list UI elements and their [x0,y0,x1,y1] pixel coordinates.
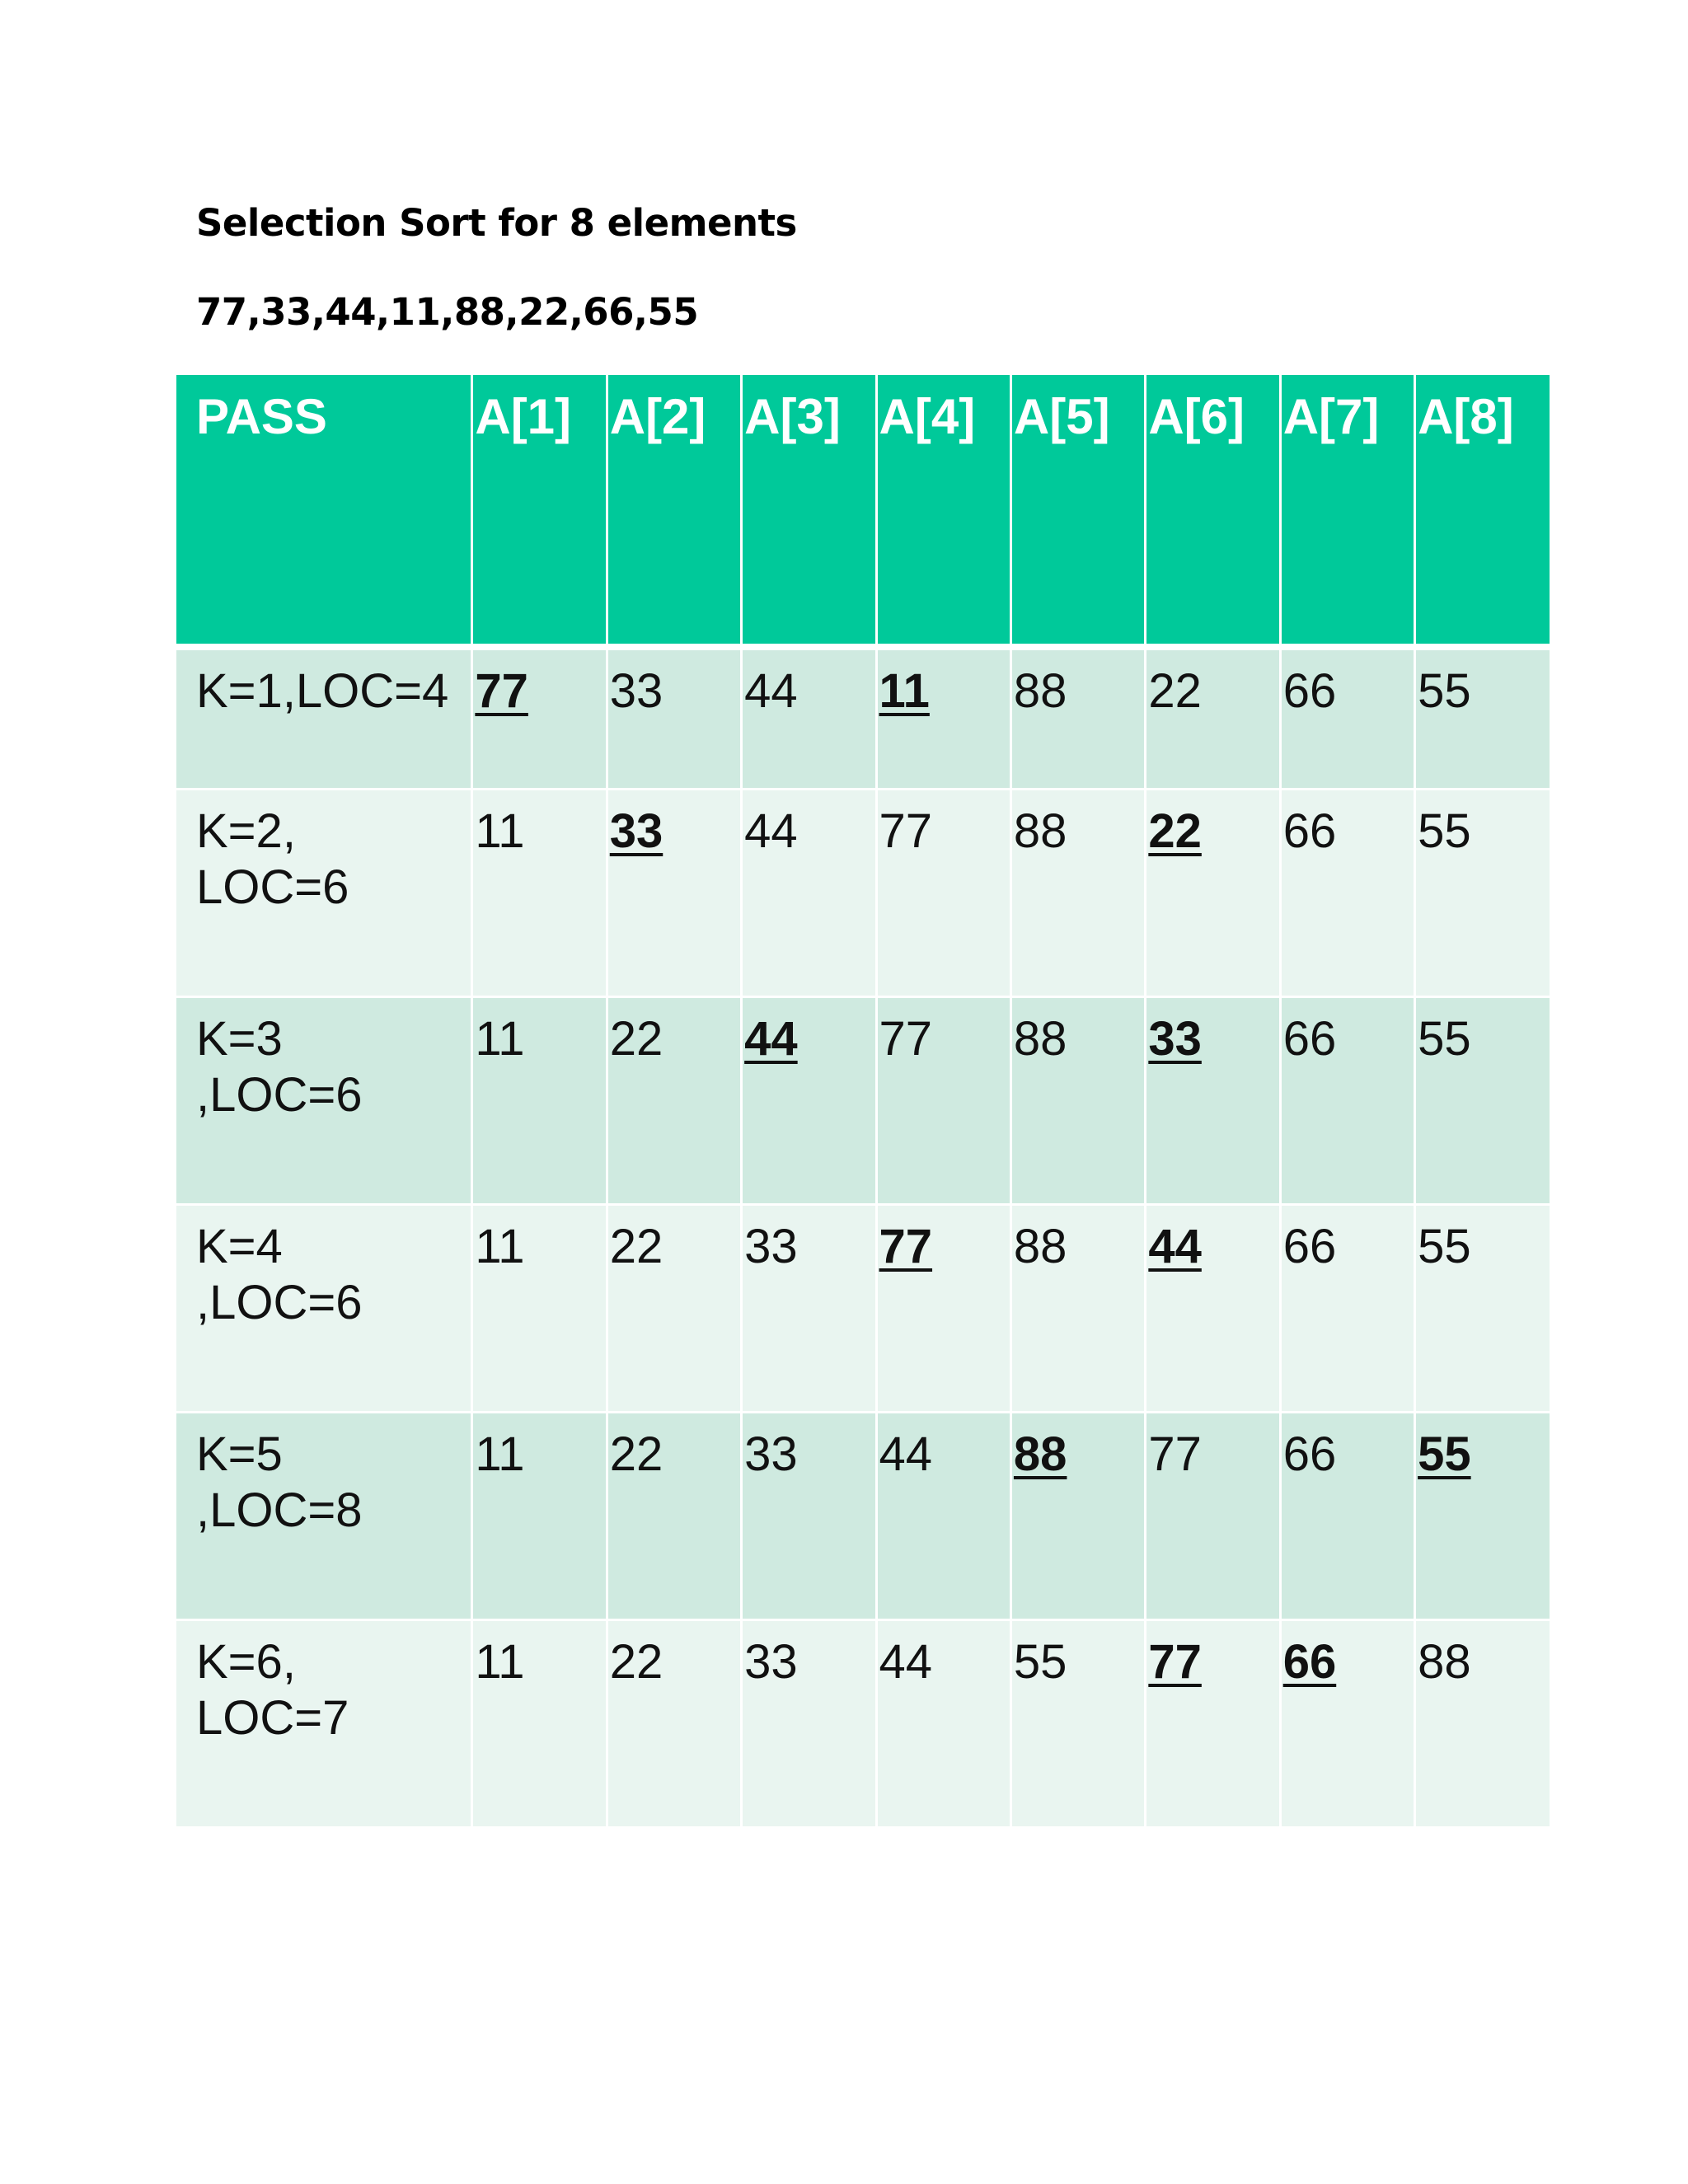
swapped-value: 22 [1148,804,1202,858]
value-cell: 44 [742,789,876,996]
value-cell: 55 [1418,804,1471,858]
swapped-value: 77 [1148,1634,1202,1689]
value-cell: 88 [1010,789,1145,996]
value-cell: 22 [607,1412,741,1619]
pass-label: K=2, LOC=6 [176,789,472,996]
value-cell: 55 [1418,664,1471,718]
swapped-value: 44 [1148,1219,1202,1273]
header-a5: A[5] [1010,375,1145,647]
header-a2: A[2] [607,375,741,647]
value-cell: 55 [1418,1219,1471,1273]
pass-label: K=3 ,LOC=6 [176,996,472,1204]
value-cell: 77 [1146,1412,1280,1619]
value-cell: 44 [876,1412,1010,1619]
value-cell: 88 [1010,647,1145,789]
swapped-value: 66 [1282,1634,1337,1689]
swapped-value: 44 [744,1011,798,1066]
swapped-value-cell [1415,1412,1550,1619]
swapped-value-cell [607,789,741,996]
value-cell: 11 [472,1412,607,1619]
swapped-value: 88 [1013,1427,1067,1481]
table-row [176,789,1550,996]
value-cell: 66 [1280,1204,1414,1412]
table-row [176,1619,1550,1827]
value-cell: 44 [876,1619,1010,1827]
swapped-value-cell [1146,789,1280,996]
value-cell: 66 [1280,1412,1414,1619]
value-cell: 55 [1418,1011,1471,1066]
pass-label: K=4 ,LOC=6 [176,1204,472,1412]
swapped-value-cell [1146,996,1280,1204]
value-cell: 77 [876,789,1010,996]
header-row [176,375,1550,647]
value-cell: 55 [1010,1619,1145,1827]
value-cell: 88 [1010,1204,1145,1412]
swapped-value-cell [876,647,1010,789]
input-sequence: 77,33,44,11,88,22,66,55 [196,290,699,334]
value-cell: 66 [1280,996,1414,1204]
value-cell: 11 [472,789,607,996]
value-cell: 33 [607,647,741,789]
value-cell: 88 [1010,996,1145,1204]
swapped-value: 33 [1148,1011,1202,1066]
swapped-value: 77 [475,664,528,718]
value-cell: 33 [742,1412,876,1619]
swapped-value: 77 [879,1219,933,1273]
swapped-value-cell [1146,1619,1280,1827]
table-row [176,1412,1550,1619]
page-title: Selection Sort for 8 elements [196,201,797,245]
table-row [176,1204,1550,1412]
value-cell: 22 [607,1619,741,1827]
swapped-value-cell [742,996,876,1204]
pass-label: K=1,LOC=4 [176,647,472,789]
header-a4: A[4] [876,375,1010,647]
value-cell: 88 [1418,1634,1471,1689]
value-cell: 11 [472,1204,607,1412]
swapped-value-cell [1280,1619,1414,1827]
value-cell: 77 [876,996,1010,1204]
header-a8: A[8] [1415,375,1550,647]
swapped-value-cell [472,647,607,789]
header-a6: A[6] [1146,375,1280,647]
value-cell: 33 [742,1619,876,1827]
swapped-value-cell [1010,1412,1145,1619]
value-cell: 66 [1280,647,1414,789]
value-cell: 11 [472,996,607,1204]
table-body [176,647,1550,1827]
value-cell: 22 [607,996,741,1204]
header-a1: A[1] [472,375,607,647]
table-row [176,647,1550,789]
selection-sort-table [176,375,1550,1829]
value-cell: 44 [742,647,876,789]
value-cell: 22 [607,1204,741,1412]
swapped-value: 55 [1418,1427,1471,1481]
value-cell: 11 [472,1619,607,1827]
swapped-value-cell [1146,1204,1280,1412]
pass-label: K=5 ,LOC=8 [176,1412,472,1619]
swapped-value-cell [876,1204,1010,1412]
swapped-value: 11 [879,664,930,718]
pass-label: K=6, LOC=7 [176,1619,472,1827]
header-pass: PASS [176,375,472,647]
header-a7: A[7] [1280,375,1414,647]
header-a3: A[3] [742,375,876,647]
table-row [176,996,1550,1204]
value-cell: 33 [742,1204,876,1412]
value-cell: 66 [1280,789,1414,996]
swapped-value: 33 [609,804,663,858]
value-cell: 22 [1146,647,1280,789]
